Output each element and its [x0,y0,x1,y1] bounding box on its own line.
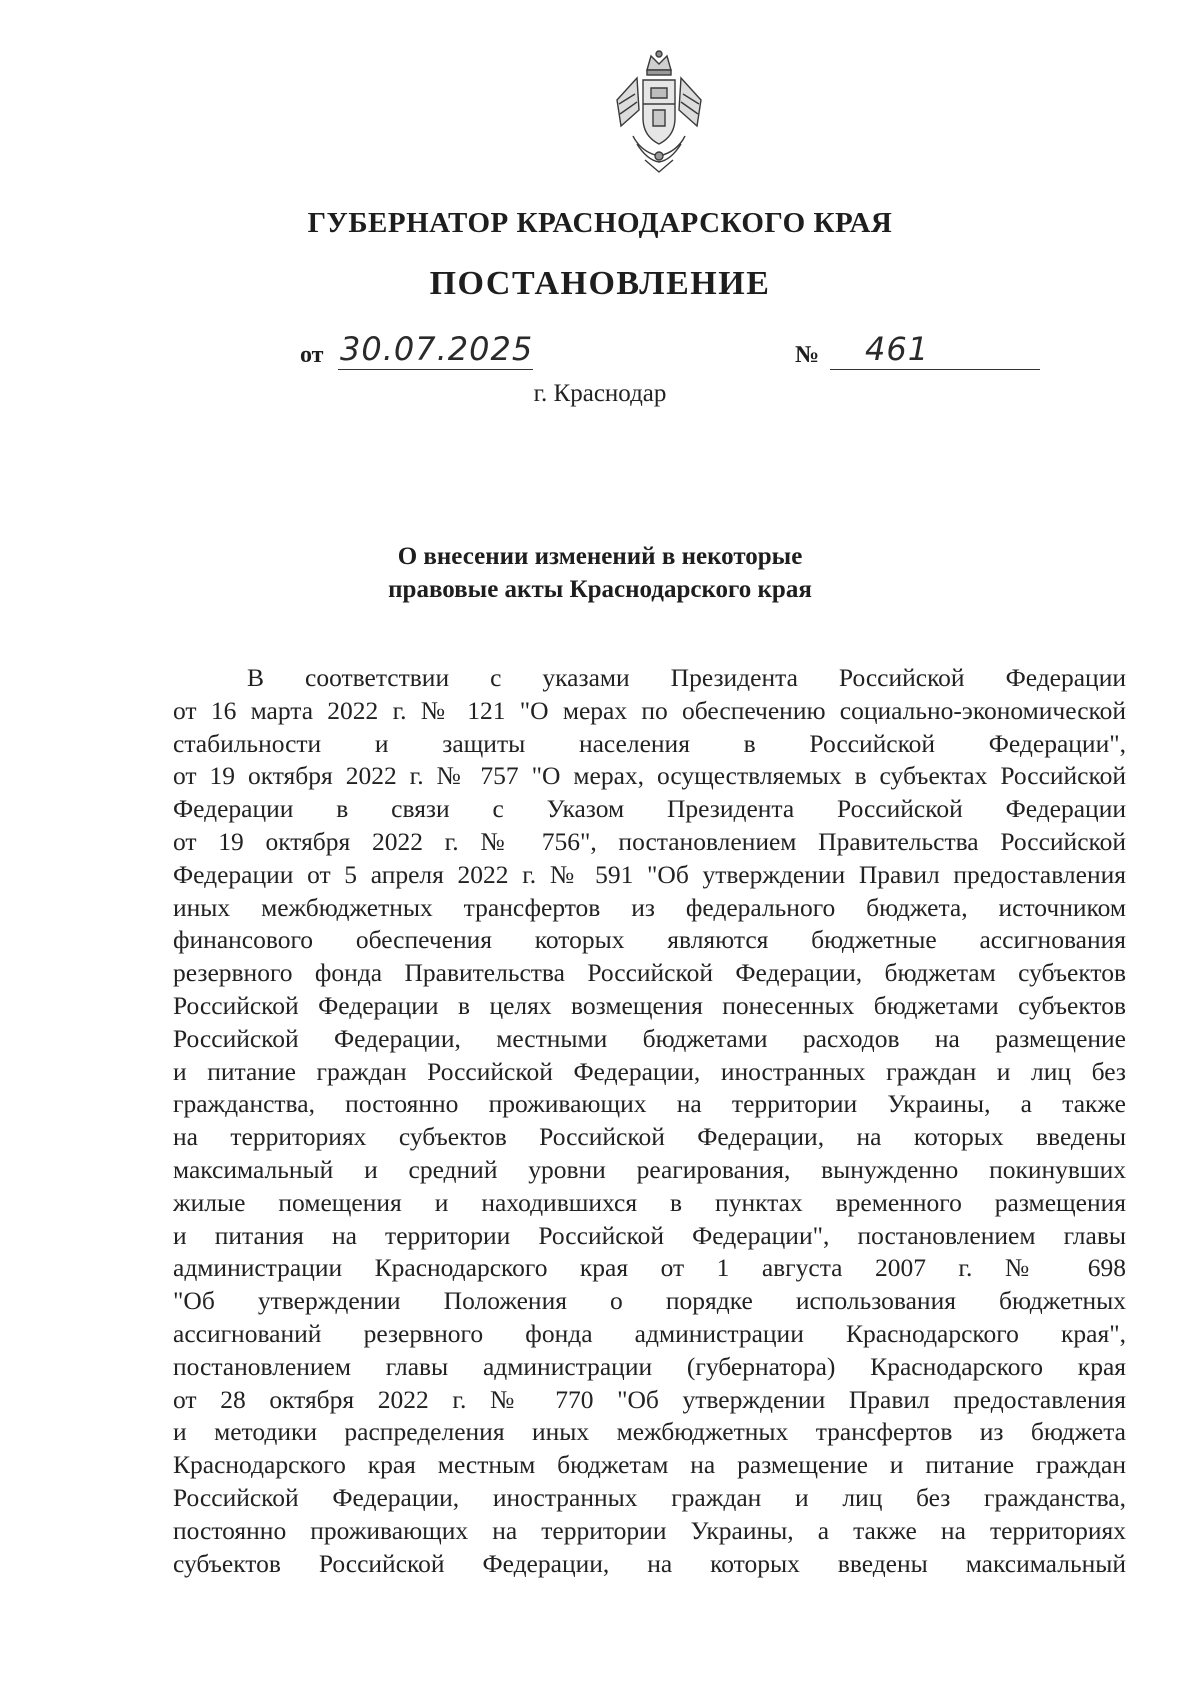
body-line: "Об утверждении Положения о порядке использования бюджетных [173,1286,1126,1316]
body-line: иных межбюджетных трансфертов из федерального бюджета, источником [173,892,1126,922]
body-line: Краснодарского края местным бюджетам на размещение и питание граждан [173,1450,1126,1480]
body-line: резервного фонда Правительства Российской Федерации, бюджетам субъектов [173,958,1126,988]
body-line: жилые помещения и находившихся в пунктах временного размещения [173,1187,1126,1217]
number-prefix: № [795,342,820,368]
place-of-issue: г. Краснодар [533,380,667,407]
number-underline [830,369,1040,370]
document-number: 461 [865,330,930,368]
body-line: от 28 октября 2022 г. № 770 "Об утверждении Правил предоставления [173,1384,1126,1414]
coat-of-arms-icon [607,48,711,174]
issuing-authority: ГУБЕРНАТОР КРАСНОДАРСКОГО КРАЯ [307,207,893,239]
body-line: Российской Федерации в целях возмещения понесенных бюджетами субъектов [173,990,1126,1020]
body-line: максимальный и средний уровни реагирования, вынужденно покинувших [173,1154,1126,1184]
document-subject [0,540,1200,606]
document-type: ПОСТАНОВЛЕНИЕ [429,265,771,302]
body-line: В соответствии с указами Президента Российской Федерации [247,663,1126,692]
date-prefix: от [300,342,324,368]
body-line: и питание граждан Российской Федерации, иностранных граждан и лиц без [173,1056,1126,1086]
body-line: постоянно проживающих на территории Украины, а также на территориях [173,1515,1126,1545]
body-line: Российской Федерации, местными бюджетами расходов на размещение [173,1023,1126,1053]
body-line: и методики распределения иных межбюджетных трансфертов из бюджета [173,1417,1126,1447]
body-line: ассигнований резервного фонда администрации Краснодарского края", [173,1318,1126,1348]
body-line: Федерации в связи с Указом Президента Российской Федерации [173,794,1126,824]
subject-line: правовые акты Краснодарского края [388,576,812,603]
body-line: от 19 октября 2022 г. № 757 "О мерах, осуществляемых в субъектах Российской [173,761,1126,791]
body-line: стабильности и защиты населения в Российской Федерации", [173,728,1126,758]
body-line: Федерации от 5 апреля 2022 г. № 591 "Об утверждении Правил предоставления [173,859,1126,889]
body-line: субъектов Российской Федерации, на которых введены максимальный [173,1548,1126,1578]
body-line: на территориях субъектов Российской Федерации, на которых введены [173,1122,1126,1152]
document-body [173,662,1126,1580]
body-line: от 19 октября 2022 г. № 756", постановлением Правительства Российской [173,826,1126,856]
body-line: постановлением главы администрации (губернатора) Краснодарского края [173,1351,1126,1381]
body-line: от 16 марта 2022 г. № 121 "О мерах по обеспечению социально-экономической [173,695,1126,725]
date-underline [338,369,533,370]
body-line: администрации Краснодарского края от 1 августа 2007 г. № 698 [173,1253,1126,1283]
body-line: и питания на территории Российской Федерации", постановлением главы [173,1220,1126,1250]
document-date: 30.07.2025 [340,330,534,368]
subject-line: О внесении изменений в некоторые [397,543,803,570]
body-line: финансового обеспечения которых являются бюджетные ассигнования [173,925,1126,955]
body-line: Российской Федерации, иностранных граждан и лиц без гражданства, [173,1482,1126,1512]
body-line: гражданства, постоянно проживающих на территории Украины, а также [173,1089,1126,1119]
date-number-row [300,330,1040,370]
